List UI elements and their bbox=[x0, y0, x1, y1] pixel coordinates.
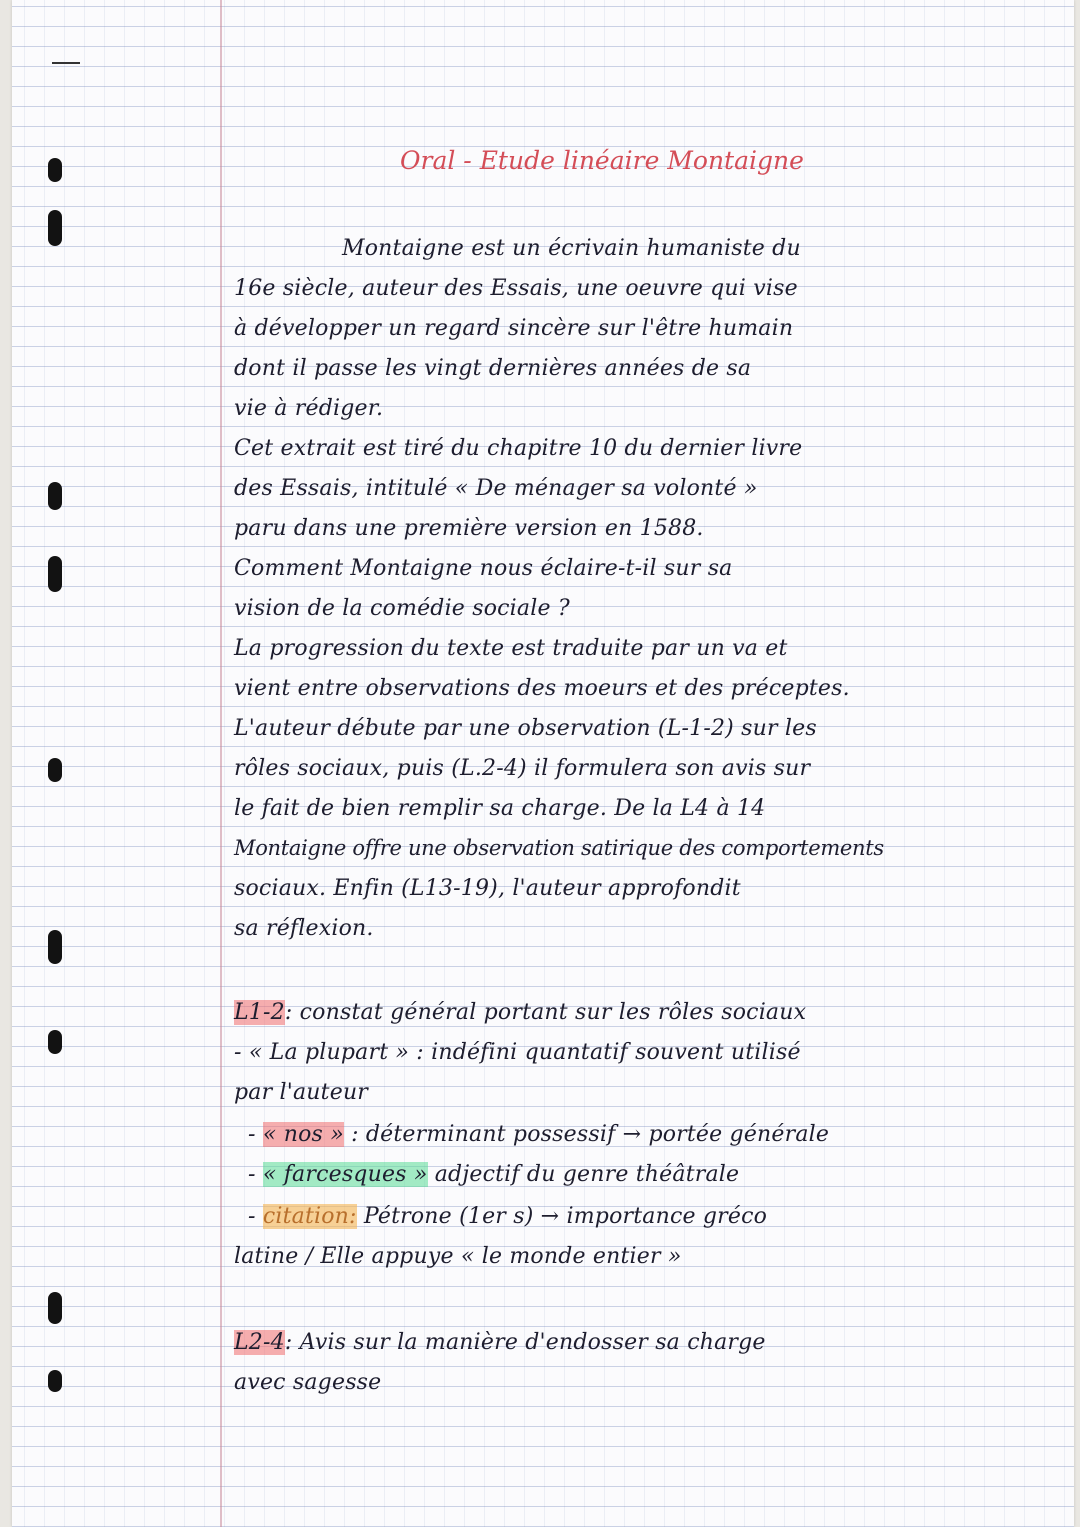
intro-line: à développer un regard sincère sur l'être humain bbox=[234, 316, 794, 341]
intro-line: le fait de bien remplir sa charge. De la L4 à 14 bbox=[234, 796, 766, 821]
section1-heading: : constat général portant sur les rôles sociaux bbox=[284, 1000, 807, 1025]
section1-item: latine / Elle appuye « le monde entier » bbox=[234, 1244, 682, 1269]
item-prefix: - bbox=[248, 1162, 256, 1187]
intro-line: Montaigne est un écrivain humaniste du bbox=[342, 236, 801, 261]
binder-hole-5 bbox=[48, 758, 62, 782]
binder-hole-4 bbox=[48, 556, 62, 592]
item-text: adjectif du genre théâtrale bbox=[434, 1162, 740, 1187]
item-label: « farcesques » bbox=[262, 1162, 428, 1187]
intro-line: dont il passe les vingt dernières années de sa bbox=[234, 356, 752, 381]
intro-line: La progression du texte est traduite par un va et bbox=[234, 636, 788, 661]
intro-line: 16e siècle, auteur des Essais, une oeuvre qui vise bbox=[234, 276, 798, 301]
section2-heading-row bbox=[234, 1330, 766, 1355]
binder-hole-8 bbox=[48, 1292, 62, 1324]
intro-line: paru dans une première version en 1588. bbox=[234, 516, 704, 541]
item-label: « nos » bbox=[262, 1122, 344, 1147]
intro-line: rôles sociaux, puis (L.2-4) il formulera son avis sur bbox=[234, 756, 811, 781]
intro-line: Comment Montaigne nous éclaire-t-il sur sa bbox=[234, 556, 733, 581]
notebook-page bbox=[12, 0, 1074, 1527]
intro-line: vient entre observations des moeurs et des préceptes. bbox=[234, 676, 850, 701]
top-mark bbox=[52, 62, 80, 64]
item-text: Pétrone (1er s) → importance gréco bbox=[363, 1204, 768, 1229]
section1-item bbox=[248, 1204, 767, 1229]
binder-hole-1 bbox=[48, 158, 62, 182]
item-prefix: - bbox=[248, 1122, 256, 1147]
item-text: : déterminant possessif → portée générale bbox=[351, 1122, 830, 1147]
section2-continuation: avec sagesse bbox=[234, 1370, 382, 1395]
page-title: Oral - Etude linéaire Montaigne bbox=[400, 146, 804, 175]
intro-line: L'auteur débute par une observation (L-1-2) sur les bbox=[234, 716, 817, 741]
section1-item bbox=[248, 1162, 739, 1187]
binder-hole-6 bbox=[48, 930, 62, 964]
item-label: citation: bbox=[262, 1204, 357, 1229]
intro-line: vision de la comédie sociale ? bbox=[234, 596, 570, 621]
margin-line bbox=[220, 0, 222, 1527]
binder-hole-9 bbox=[48, 1370, 62, 1392]
intro-line: Montaigne offre une observation satirique des comportements bbox=[234, 836, 884, 860]
intro-line: sociaux. Enfin (L13-19), l'auteur approfondit bbox=[234, 876, 741, 901]
section1-item bbox=[248, 1122, 829, 1147]
section2-heading: : Avis sur la manière d'endosser sa charge bbox=[284, 1330, 766, 1355]
intro-line: vie à rédiger. bbox=[234, 396, 384, 421]
binder-hole-2 bbox=[48, 210, 62, 246]
section1-item: - « La plupart » : indéfini quantatif souvent utilisé bbox=[234, 1040, 801, 1065]
section1-item: par l'auteur bbox=[234, 1080, 369, 1105]
binder-hole-7 bbox=[48, 1030, 62, 1054]
section1-heading-row bbox=[234, 1000, 806, 1025]
section1-label: L1-2 bbox=[234, 1000, 285, 1025]
section2-label: L2-4 bbox=[234, 1330, 285, 1355]
item-prefix: - bbox=[248, 1204, 256, 1229]
intro-line: des Essais, intitulé « De ménager sa volonté » bbox=[234, 476, 758, 501]
intro-line: sa réflexion. bbox=[234, 916, 374, 941]
intro-line: Cet extrait est tiré du chapitre 10 du dernier livre bbox=[234, 436, 803, 461]
binder-hole-3 bbox=[48, 482, 62, 510]
